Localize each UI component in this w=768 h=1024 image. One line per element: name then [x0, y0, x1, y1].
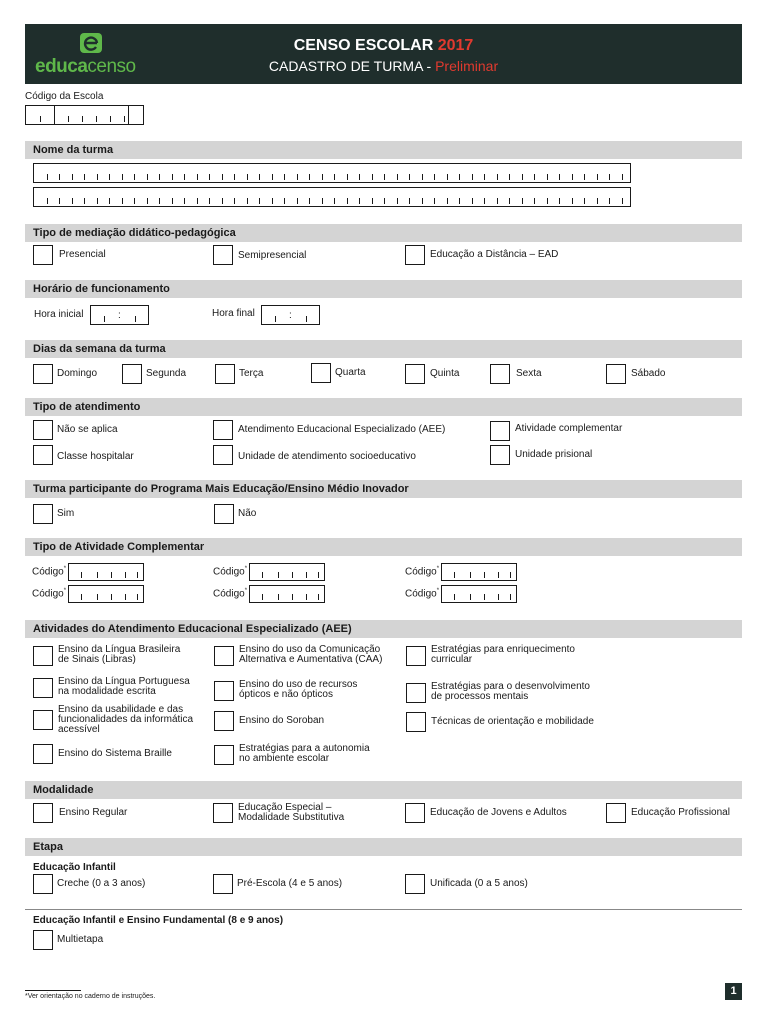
aee-activity-label: Estratégias para enriquecimento curricular — [431, 644, 575, 665]
option-label: Sábado — [631, 368, 666, 379]
start-time-label: Hora inicial — [34, 309, 84, 320]
end-time-label: Hora final — [212, 308, 255, 319]
code-label: Código* — [32, 588, 67, 600]
checkbox-aee-activity-8[interactable] — [214, 711, 234, 731]
checkbox-modality-2[interactable] — [213, 803, 233, 823]
complementary-code-field-4[interactable] — [68, 585, 144, 603]
option-label: Terça — [239, 368, 264, 379]
school-code-field[interactable] — [25, 105, 144, 125]
aee-activity-label: Ensino do Sistema Braille — [58, 748, 172, 759]
option-label: Unidade de atendimento socioeducativo — [238, 451, 416, 462]
aee-activity-label: Ensino do Soroban — [239, 715, 325, 726]
option-label: Semipresencial — [238, 250, 307, 261]
option-label: Pré-Escola (4 e 5 anos) — [237, 878, 343, 889]
schedule-section-header: Horário de funcionamento — [25, 280, 742, 298]
complementary-code-field-5[interactable] — [249, 585, 325, 603]
checkbox-domingo[interactable] — [33, 364, 53, 384]
checkbox-aee-activity-6[interactable] — [406, 683, 426, 703]
aee-activity-label: Estratégias para a autonomia no ambiente escolar — [239, 743, 370, 764]
checkbox-aee-activity-3[interactable] — [406, 646, 426, 666]
aee-activity-label: Técnicas de orientação e mobilidade — [431, 716, 594, 727]
checkbox-aee-activity-11[interactable] — [214, 745, 234, 765]
modality-label: Educação Profissional — [631, 807, 730, 818]
logo-wordmark: educacenso — [35, 56, 136, 77]
combined-subtitle: Educação Infantil e Ensino Fundamental (8 e 9 anos) — [33, 915, 284, 926]
checkbox-sabado[interactable] — [606, 364, 626, 384]
checkbox-socioeducativo[interactable] — [213, 445, 233, 465]
footnote: *Ver orientação no caderno de instruções. — [25, 993, 156, 1000]
code-label: Código* — [213, 566, 248, 578]
option-label: Segunda — [146, 368, 187, 379]
aee-activity-label: Ensino da Língua Portuguesa na modalidade escrita — [58, 676, 190, 697]
checkbox-aee-activity-4[interactable] — [33, 678, 53, 698]
complementary-code-field-2[interactable] — [249, 563, 325, 581]
option-label: Não se aplica — [57, 424, 118, 435]
option-label: Atividade complementar — [515, 423, 623, 434]
checkbox-modality-1[interactable] — [33, 803, 53, 823]
class-name-input-row-2[interactable] — [33, 187, 631, 207]
checkbox-creche[interactable] — [33, 874, 53, 894]
time-separator: : — [289, 310, 292, 321]
checkbox-terca[interactable] — [215, 364, 235, 384]
option-label: Quarta — [335, 367, 366, 378]
complementary-code-field-6[interactable] — [441, 585, 517, 603]
program-section-header: Turma participante do Programa Mais Educação/Ensino Médio Inovador — [25, 480, 742, 498]
aee-activity-label: Ensino do uso da Comunicação Alternativa e Aumentativa (CAA) — [239, 644, 383, 665]
modality-label: Educação de Jovens e Adultos — [430, 807, 567, 818]
checkbox-nao-se-aplica[interactable] — [33, 420, 53, 440]
checkbox-aee-activity-7[interactable] — [33, 710, 53, 730]
service-type-section-header: Tipo de atendimento — [25, 398, 742, 416]
option-label: Sim — [57, 508, 75, 519]
checkbox-presencial[interactable] — [33, 245, 53, 265]
checkbox-aee-activity-2[interactable] — [214, 646, 234, 666]
class-name-section-header: Nome da turma — [25, 141, 742, 159]
start-time-field[interactable] — [90, 305, 149, 325]
checkbox-atividade-complementar[interactable] — [490, 421, 510, 441]
option-label: Atendimento Educacional Especializado (AEE) — [238, 424, 446, 435]
modality-section-header: Modalidade — [25, 781, 742, 799]
option-label: Creche (0 a 3 anos) — [57, 878, 146, 889]
option-label: Unidade prisional — [515, 449, 593, 460]
option-label: Domingo — [57, 368, 98, 379]
code-label: Código* — [32, 566, 67, 578]
checkbox-sexta[interactable] — [490, 364, 510, 384]
page-number: 1 — [725, 983, 742, 1000]
checkbox-semipresencial[interactable] — [213, 245, 233, 265]
stage-section-header: Etapa — [25, 838, 742, 856]
complementary-code-field-3[interactable] — [441, 563, 517, 581]
checkbox-quarta[interactable] — [311, 363, 331, 383]
option-label: Multietapa — [57, 934, 104, 945]
infantil-subtitle: Educação Infantil — [33, 862, 116, 873]
checkbox-segunda[interactable] — [122, 364, 142, 384]
checkbox-aee-activity-9[interactable] — [406, 712, 426, 732]
option-label: Educação a Distância – EAD — [430, 249, 559, 260]
checkbox-multietapa[interactable] — [33, 930, 53, 950]
time-separator: : — [118, 310, 121, 321]
checkbox-ead[interactable] — [405, 245, 425, 265]
checkbox-aee-activity-1[interactable] — [33, 646, 53, 666]
checkbox-classe-hospitalar[interactable] — [33, 445, 53, 465]
mediation-section-header: Tipo de mediação didático-pedagógica — [25, 224, 742, 242]
checkbox-quinta[interactable] — [405, 364, 425, 384]
checkbox-unificada[interactable] — [405, 874, 425, 894]
option-label: Presencial — [59, 249, 106, 260]
aee-activity-label: Ensino do uso de recursos ópticos e não ópticos — [239, 679, 358, 700]
footnote-rule — [25, 990, 81, 991]
complementary-code-field-1[interactable] — [68, 563, 144, 581]
checkbox-modality-3[interactable] — [405, 803, 425, 823]
modality-label: Educação Especial – Modalidade Substitutiva — [238, 802, 345, 823]
checkbox-unidade-prisional[interactable] — [490, 445, 510, 465]
school-code-label: Código da Escola — [25, 91, 104, 102]
aee-activity-label: Estratégias para o desenvolvimento de processos mentais — [431, 681, 590, 702]
modality-label: Ensino Regular — [59, 807, 128, 818]
complementary-section-header: Tipo de Atividade Complementar — [25, 538, 742, 556]
end-time-field[interactable] — [261, 305, 320, 325]
aee-section-header: Atividades do Atendimento Educacional Especializado (AEE) — [25, 620, 742, 638]
checkbox-aee-activity-10[interactable] — [33, 744, 53, 764]
option-label: Sexta — [516, 368, 542, 379]
checkbox-modality-4[interactable] — [606, 803, 626, 823]
aee-activity-label: Ensino da Língua Brasileira de Sinais (Libras) — [58, 644, 181, 665]
class-name-input-row-1[interactable] — [33, 163, 631, 183]
code-label: Código* — [405, 588, 440, 600]
divider — [25, 909, 742, 910]
option-label: Classe hospitalar — [57, 451, 134, 462]
checkbox-aee-activity-5[interactable] — [214, 681, 234, 701]
option-label: Unificada (0 a 5 anos) — [430, 878, 528, 889]
aee-activity-label: Ensino da usabilidade e das funcionalidades da informática acessível — [58, 704, 194, 735]
weekdays-section-header: Dias da semana da turma — [25, 340, 742, 358]
code-label: Código* — [405, 566, 440, 578]
option-label: Não — [238, 508, 257, 519]
page-title: CENSO ESCOLAR 2017 — [293, 37, 474, 54]
code-label: Código* — [213, 588, 248, 600]
option-label: Quinta — [430, 368, 460, 379]
checkbox-sim[interactable] — [33, 504, 53, 524]
checkbox-aee[interactable] — [213, 420, 233, 440]
checkbox-pre-escola[interactable] — [213, 874, 233, 894]
checkbox-nao[interactable] — [214, 504, 234, 524]
form-header — [25, 24, 742, 84]
page-subtitle: CADASTRO DE TURMA - Preliminar — [268, 58, 499, 74]
